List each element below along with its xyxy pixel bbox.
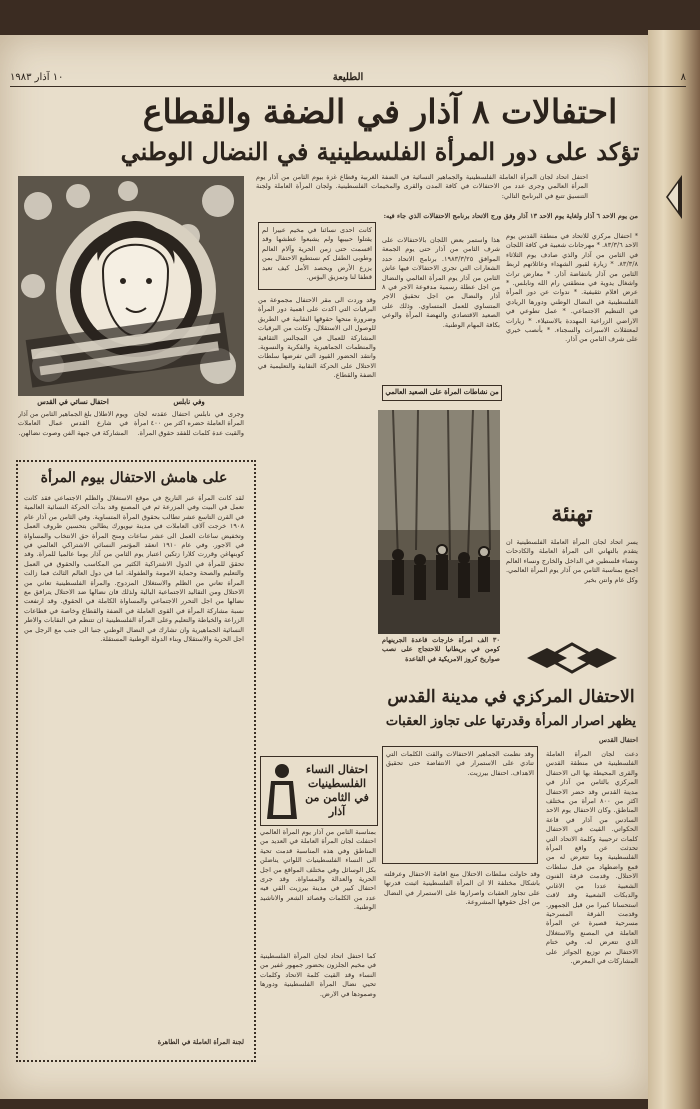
photo2-caption: ٣٠ الف امرأة خارجات قاعدة الجرينهام كومن في بريطانيا للاحتجاج على نصب صواريخ كروز الامريكية في القاعدة [382, 636, 500, 663]
women-rally-illustration [18, 176, 244, 396]
article3-subtitle: يظهر اصرار المرأة وقدرتها على تجاوز العقبات [385, 714, 637, 729]
newspaper-name: الطليعة [332, 72, 364, 83]
forest-protest-illustration [378, 410, 500, 634]
woman-figure-icon [265, 761, 299, 819]
tahnia-body: يسر اتحاد لجان المرأة العاملة الفلسطينية ان يتقدم بالتهاني الى المرأة العاملة والكادحات ونساء فلسطين في الداخل والخارج ونساء العالم اجمع بمناسبة الثامن من آذار يوم المرأة العالمي. وكل عام وانتن بخير [506, 538, 638, 584]
intro-paragraph: احتفل اتحاد لجان المرأة العاملة الفلسطينية والجماهير النسائية في الضفة الغربية وقطاع غزة بيوم الثامن من آذار يوم المرأة العالمي وجرى عدد من الاحتفالات في كافة المدن والقرى والمخيمات الفلسطينية. ولجان المرأة العاملة ولجنة التنسيق تتبع في البرنامج التالي: [256, 173, 588, 200]
article2-title: على هامش الاحتفال بيوم المرأة [40, 470, 228, 486]
article2-body: لقد كانت المرأة عبر التاريخ في موقع الاستغلال والظلم الاجتماعي فقد كانت تعمل في البيت وفي المزرعة ثم في المصنع وقد بدأت الحركة النسائية العالمية في القرن التاسع عشر تطالب بحقوق المرأة المتساوية. وفي الثامن من آذار عام ١٩٠٨ خرجت آلاف العاملات في مدينة نيويورك يطالبن بتحسين ظروف العمل وتخفيض ساعات العمل الى عشر ساعات ومنح المرأة حق الانتخاب والمساواة في الاجور. وفي عام ١٩١٠ انعقد المؤتمر النسائي الاشتراكي العالمي في كوبنهاغن وقررت كلارا زتكين اعتبار يوم الثامن من آذار يوما عالميا للمرأة. وقد تحقق للمرأة في الدول الاشتراكية الكثير من المكاسب والحقوق في العمل والتعليم والصحة وحماية الامومة والطفولة. اما في دول العالم الثالث فما زالت المرأة تعاني من الظلم والاستغلال المزدوج. والمرأة الفلسطينية تعاني من الاحتلال ومن التقاليد الاجتماعية البالية ولذلك فان نضالها ضد الاحتلال يترافق مع نضالها من اجل التحرر الاجتماعي والمساواة الكاملة في الحقوق. وقد ارتفعت نسبة مشاركة المرأة في القوى العاملة في الضفة والقطاع وخاصة في قطاعات الزراعة والخياطة والتعليم وعلى المرأة الفلسطينية ان تتنظم في النقابات والاطر النسائية الجماهيرية وان تشارك في النضال الوطني جنبا الى جنب مع الرجل من اجل الحرية والاستقلال وبناء الدولة الوطنية المستقلة. [24, 494, 244, 644]
women-box-after: كما احتفل اتحاد لجان المرأة الفلسطينية في مخيم الجلزون بحضور جمهور غفير من النساء وقد القيت كلمة الاتحاد وكلمات تحيي نضال المرأة الفلسطينية ودورها وصمودها في الارض. [260, 952, 376, 998]
photo1-caption-left: احتفال نسائي في القدس [37, 398, 109, 406]
slogans-paragraph: هذا واستمر بعض اللجان بالاحتفالات على شرف الثامن من آذار حتى يوم الجمعة الموافق ١٩٨٣/٣/٢٥. برنامج الاتحاد حدد الشعارات التي تجري الاحتفالات فيها عاش الثامن من آذار يوم المرأة العالمي والنضال من اجل عطلة رسمية مدفوعة الاجر في ٨ آذار والنضال من اجل تحقيق الاجر المتساوي للعمل المتساوي. وذلك على الصعيد الاقتصادي والنهضة المرأة والوعي بكافة المهام الوطنية. [382, 236, 500, 329]
article3-highlight-box: وقد نظمت الجماهير الاحتفالات والقت الكلمات التي تنادي على الاستمرار في الانتفاضة حتى تحقيق الاهداف. احتفال بيرزيت. [382, 746, 538, 864]
article3-body2: وقد حاولت سلطات الاحتلال منع اقامة الاحتفال وعرقلته باشكال مختلفة الا ان المرأة الفلسطينية اثبتت قدرتها على تجاوز العقبات واصرارها على الاستمرار في النضال من اجل حقوقها المشروعة. [384, 870, 540, 907]
photo1-text-right: وجرى في نابلس احتفال عقدته لجان المرأة العاملة حضره اكثر من ٤٠٠ امرأة والقيت عدة كلمات للفقد حقوق المرأة. [134, 410, 244, 437]
photo1-caption-right: وفي نابلس [173, 398, 205, 406]
article3-title: الاحتفال المركزي في مدينة القدس [387, 687, 635, 707]
main-headline: احتفالات ٨ آذار في الضفة والقطاع [142, 92, 618, 131]
women-box-title: احتفال النساء الفلسطينيات في الثامن من آذار [305, 763, 369, 818]
article3-kicker: احتفال القدس [598, 736, 638, 744]
diamond-ornament [522, 640, 622, 676]
photo1-text-left: ويوم الاطلال بلغ الجماهير الثامن من آذار في شارع القدس عمال العاملات المشاركة في جبهة الفن وصوت نضالهن. [18, 410, 128, 437]
demonstration-photo [18, 176, 244, 396]
article3-body: دعت لجان المرأة العاملة الفلسطينية في منطقة القدس والقرى المحيطة بها الى الاحتفال المركزي بالثامن من آذار في مدينة القدس وقد حضر الاحتفال اكثر من ٨٠٠ امرأة من مختلف المناطق. وكان الاحتفال يوم الاحد السادس من آذار في قاعة الحكواتي. القيت في الاحتفال كلمات ترحيبية وكلمة الاتحاد التي تحدثت عن واقع المرأة الفلسطينية وما تتعرض له من قمع واضطهاد من قبل سلطات الاحتلال. وقدمت فرقة الفنون الشعبية عددا من الاغاني والدبكات الشعبية وقد لاقت استحسانا كبيرا من قبل الجمهور. وقدمت الفرقة المسرحية مسرحية قصيرة عن المرأة العاملة في المصنع والاستغلال الذي تتعرض له. وفي ختام الاحتفال تم توزيع الجوائز على المشاركات في المعرض. [546, 750, 638, 965]
tahnia-title: تهنئة [551, 501, 593, 527]
women-box [260, 756, 378, 826]
women-box-body: بمناسبة الثامن من آذار يوم المرأة العالمي احتفلت لجان المرأة العاملة في العديد من المناطق وفي هذه المناسبة قدمت تحية الى النساء الفلسطينيات اللواتي يناضلن بكل الوسائل وفي مختلف المواقع من اجل الحرية والعدالة والمساواة. وقد جرى احتفال كبير في مدينة بيرزيت القي فيه عدد من الكلمات وقصائد الشعر والاناشيد الوطنية. [260, 828, 376, 912]
page-number: ٨ [680, 72, 686, 83]
page-header [10, 72, 686, 87]
main-subheadline: تؤكد على دور المرأة الفلسطينية في النضال الوطني [120, 137, 640, 166]
program-list: * احتفال مركزي للاتحاد في منطقة القدس يوم الاحد ٨٣/٣/٦. * مهرجانات شعبية في كافة اللجان في الثامن من آذار والذي صادف يوم الثلاثاء ٨٣/٣/٨. * زيارة لقبور الشهداء وعائلاتهم لربط الثامن من آذار بانتفاضة آذار. * معارض تراث واشغال يدوية في منطقتي رام الله ونابلس. * عرض افلام تثقيفية. * ندوات عن دور المرأة الفلسطينية في النضال الوطني ودورها الريادي في التنظيم الاجتماعي. * عمل تطوعي في الاراضي الزراعية المهددة بالاستيلاء. * زيارات لمعتقلات الاسيرات والسجناء. * بأنصب خيري على شرف الثامن من آذار. [506, 232, 638, 344]
photo2-title: من نشاطات المرأة على الصعيد العالمي [385, 388, 499, 396]
photo2-title-box [382, 385, 502, 401]
quote-box: كانت احدى نسائنا في مخيم عبيرا لم يقتلوا حبيبها ولم يشبعوا عطشها وقد اقسمت حتى زمن الحرية وآلام العالم وطوبى الطفل كم نستطيع الاحتفال بمن يزرع الأرض ويحصد الأمل كيف تعيد قطفا لنا وتمزيق البؤس. [258, 222, 376, 290]
article2-footer: لجنة المرأة العاملة في الطاهرة [157, 1038, 244, 1046]
middle-column-text: وقد وردت الى مقر الاحتفال مجموعة من البرقيات التي اكدت على اهمية دور المرأة وضرورة منحها حقوقها النقابية في الطريق للوصول الى الاستقلال. وكانت من البرقيات المشاركة للعمال في المجالس الثقافية والمنظمات الجماهيرية والفكرية والنسوية. وانتقد الحضور القيود التي تفرضها سلطات الاحتلال على الحركة النقابية والتعليمية في الضفة والقطاع. [258, 296, 376, 380]
issue-date: ١٠ آذار ١٩٨٣ [10, 72, 64, 83]
program-title: من يوم الاحد ٦ آذار ولغاية يوم الاحد ١٣ آذار وفق ورج الاتحاد برنامج الاحتفالات الذي جاء فيه: [383, 212, 638, 220]
greenham-photo [378, 410, 500, 634]
